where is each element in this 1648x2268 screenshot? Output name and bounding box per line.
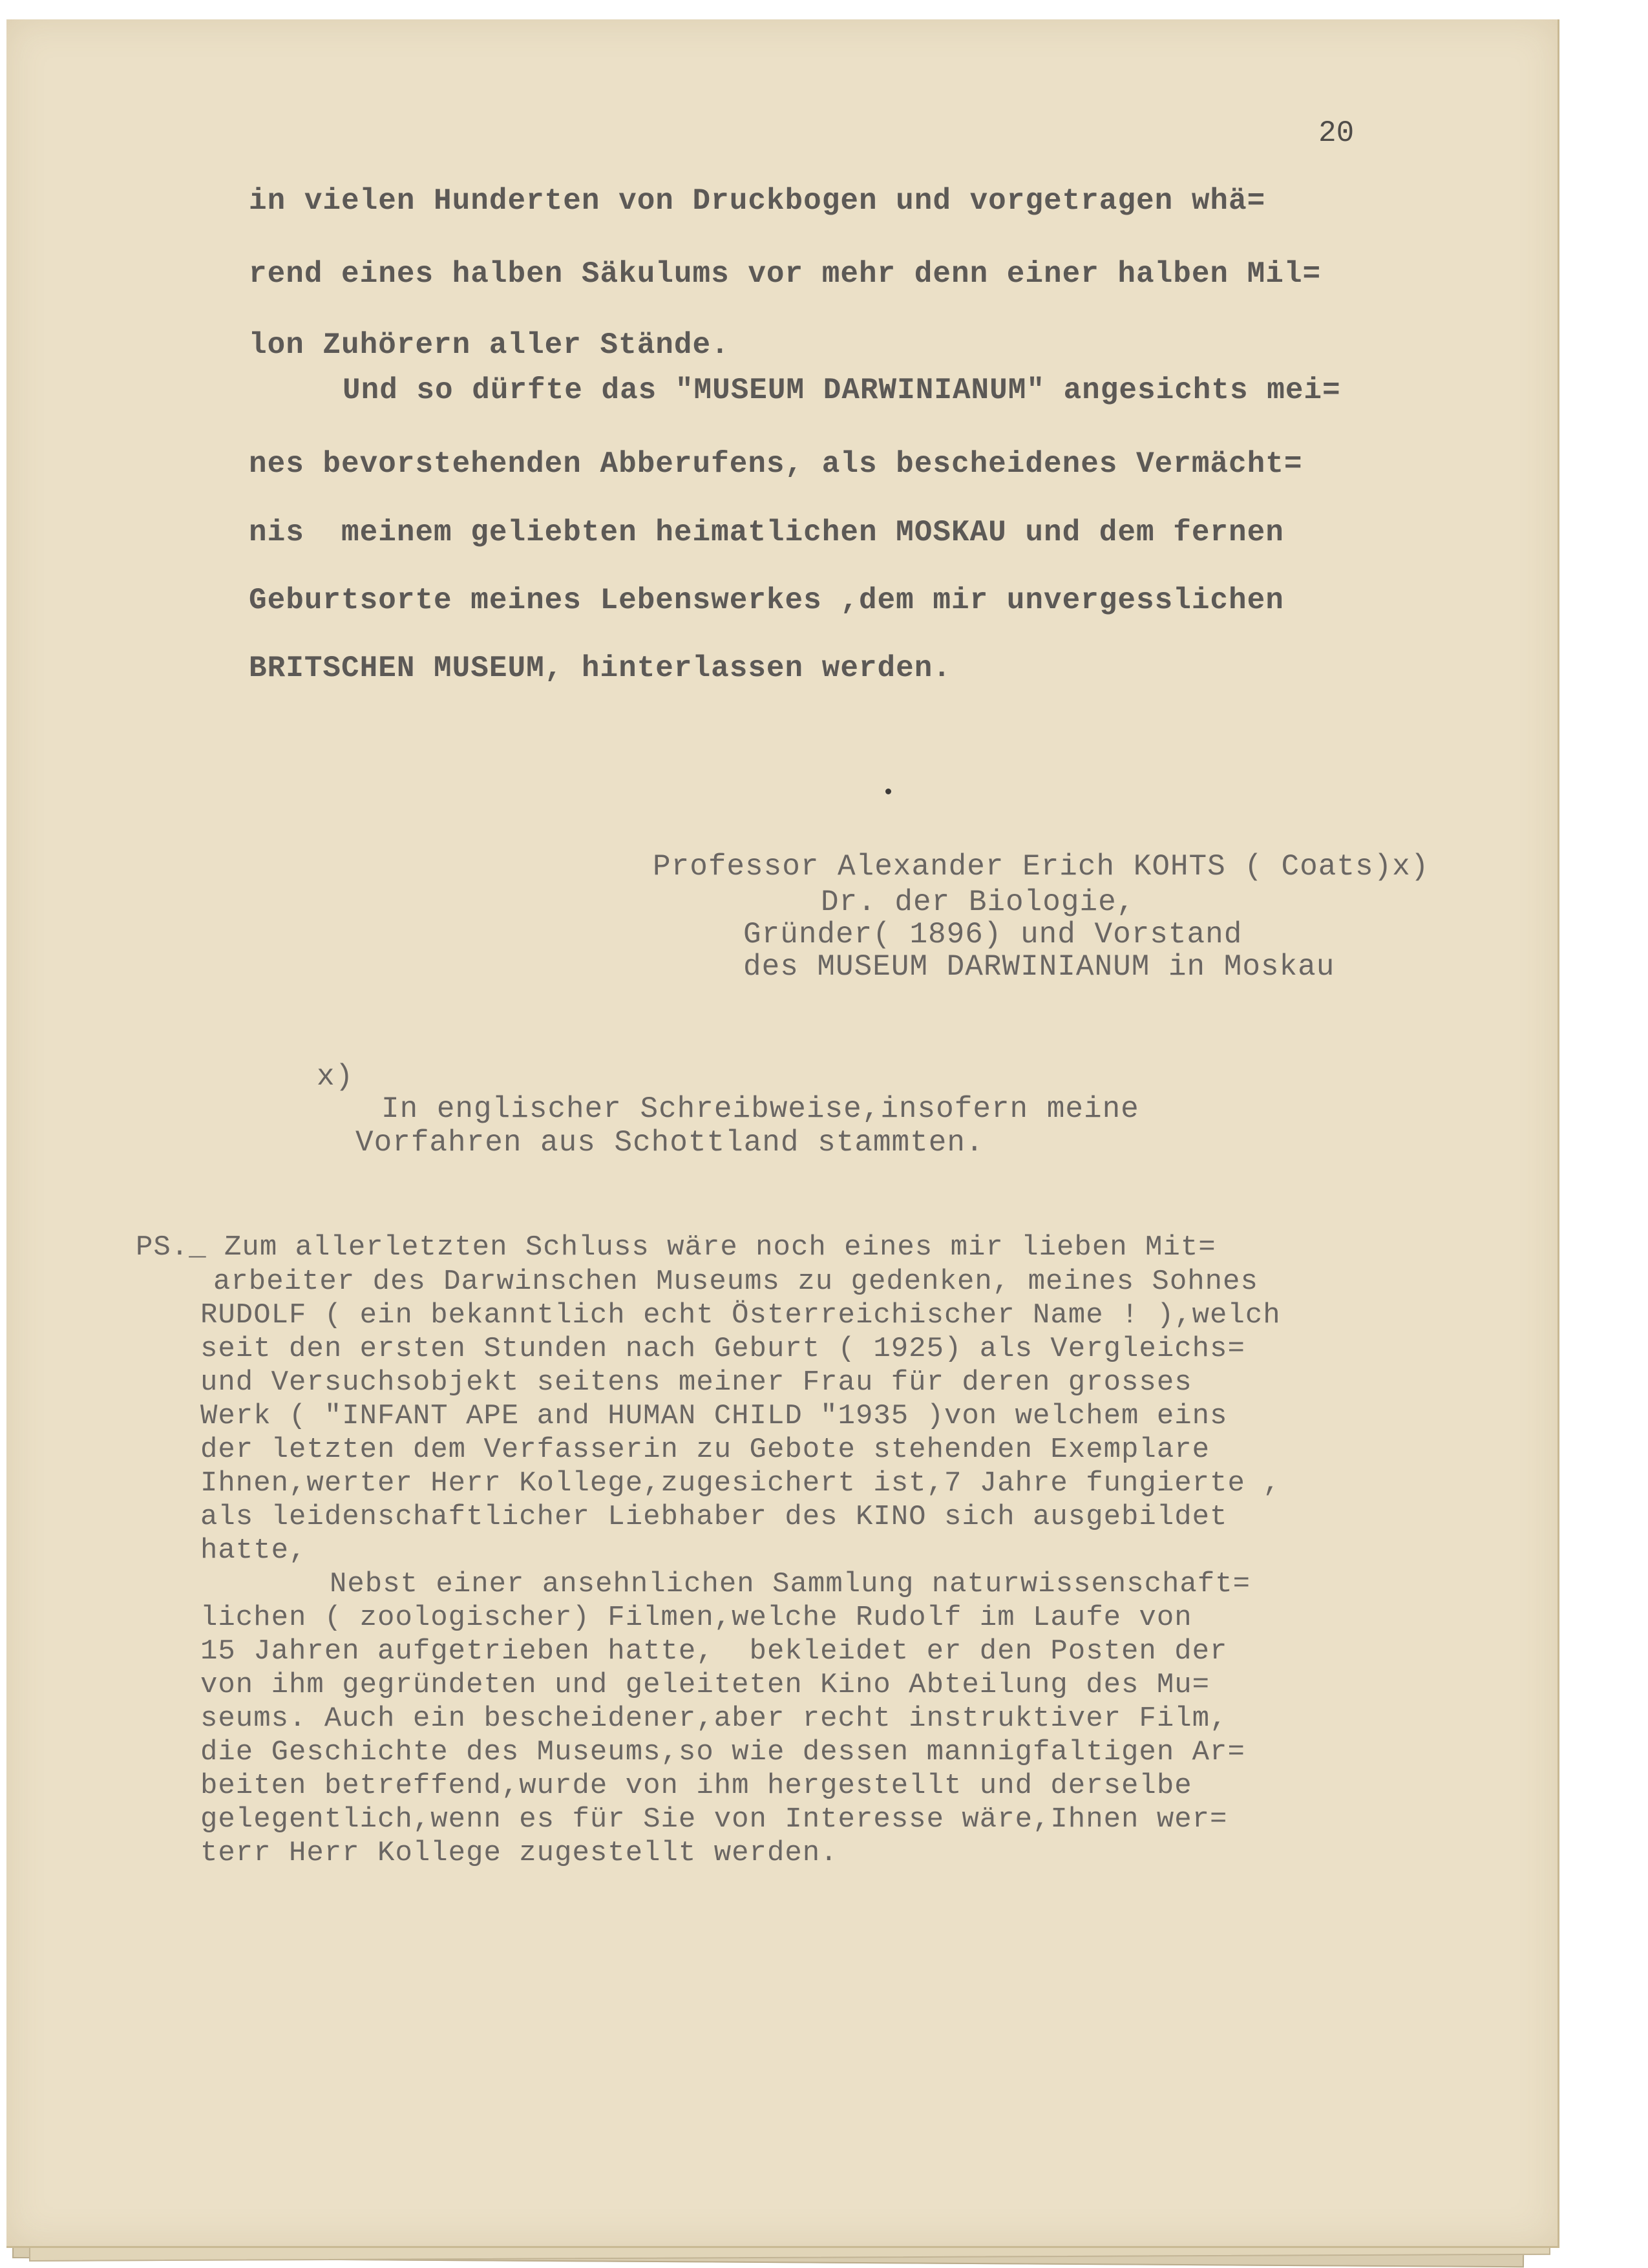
postscript-line: RUDOLF ( ein bekanntlich echt Österreichischer Name ! ),welch (200, 1299, 1281, 1331)
postscript-line: gelegentlich,wenn es für Sie von Interesse wäre,Ihnen wer= (200, 1803, 1228, 1836)
body-line: nis meinem geliebten heimatlichen MOSKAU und dem fernen (249, 516, 1284, 549)
postscript-line: seit den ersten Stunden nach Geburt ( 1925) als Vergleichs= (200, 1333, 1245, 1365)
footnote-marker: x) (317, 1060, 354, 1094)
postscript-line: terr Herr Kollege zugestellt werden. (200, 1837, 838, 1869)
postscript-line: Nebst einer ansehnlichen Sammlung naturwissenschaft= (330, 1568, 1251, 1600)
footnote-line: In englischer Schreibweise,insofern meine (381, 1092, 1139, 1126)
postscript-line: von ihm gegründeten und geleiteten Kino Abteilung des Mu= (200, 1669, 1210, 1701)
postscript-line: Werk ( "INFANT APE and HUMAN CHILD "1935 )von welchem eins (200, 1400, 1228, 1432)
signature-institution: des MUSEUM DARWINIANUM in Moskau (743, 950, 1335, 984)
postscript-line: die Geschichte des Museums,so wie dessen mannigfaltigen Ar= (200, 1736, 1245, 1768)
body-line: lon Zuhörern aller Stände. (249, 328, 730, 362)
postscript-line: der letzten dem Verfasserin zu Gebote stehenden Exemplare (200, 1434, 1210, 1466)
signature-role: Gründer( 1896) und Vorstand (743, 918, 1243, 951)
footnote-line: Vorfahren aus Schottland stammten. (355, 1126, 984, 1160)
signature-title: Dr. der Biologie, (821, 885, 1136, 919)
postscript-line: Ihnen,werter Herr Kollege,zugesichert ist,7 Jahre fungierte , (200, 1467, 1281, 1500)
postscript-line: beiten betreffend,wurde von ihm hergestellt und derselbe (200, 1770, 1192, 1802)
body-line: Geburtsorte meines Lebenswerkes ,dem mir unvergesslichen (249, 584, 1284, 617)
body-line: BRITSCHEN MUSEUM, hinterlassen werden. (249, 652, 951, 685)
postscript-line: und Versuchsobjekt seitens meiner Frau für deren grosses (200, 1366, 1192, 1399)
postscript-line: hatte, (200, 1534, 307, 1567)
postscript-line: PS._ Zum allerletzten Schluss wäre noch eines mir lieben Mit= (136, 1231, 1216, 1264)
postscript-line: 15 Jahren aufgetrieben hatte, bekleidet er den Posten der (200, 1635, 1228, 1668)
body-line: Und so dürfte das "MUSEUM DARWINIANUM" angesichts mei= (343, 374, 1341, 407)
typewritten-page (6, 19, 1559, 2248)
body-line: in vielen Hunderten von Druckbogen und vorgetragen whä= (249, 184, 1266, 218)
body-line: nes bevorstehenden Abberufens, als bescheidenes Vermächt= (249, 447, 1303, 481)
postscript-line: arbeiter des Darwinschen Museums zu gedenken, meines Sohnes (213, 1266, 1258, 1298)
signature-name: Professor Alexander Erich KOHTS ( Coats)x) (653, 850, 1430, 884)
body-line: rend eines halben Säkulums vor mehr denn einer halben Mil= (249, 257, 1322, 291)
postscript-line: seums. Auch ein bescheidener,aber recht instruktiver Film, (200, 1702, 1228, 1735)
page-number: 20 (1318, 116, 1355, 150)
postscript-line: lichen ( zoologischer) Filmen,welche Rudolf im Laufe von (200, 1602, 1192, 1634)
postscript-line: als leidenschaftlicher Liebhaber des KINO sich ausgebildet (200, 1501, 1228, 1533)
ink-dot (885, 789, 891, 794)
